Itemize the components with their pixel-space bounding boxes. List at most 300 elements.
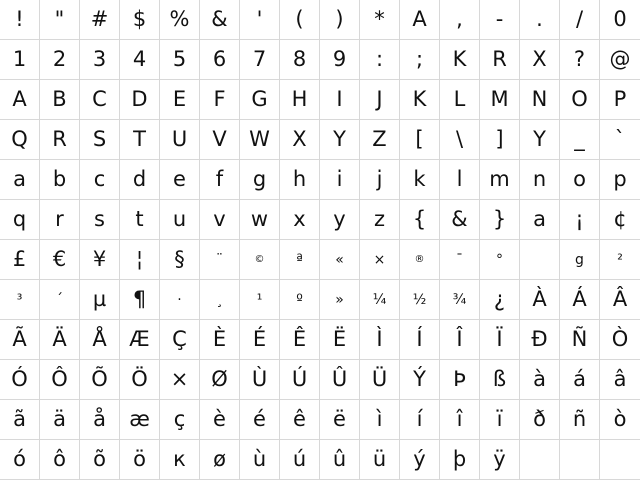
glyph-character: Å (92, 327, 107, 351)
glyph-cell[interactable] (400, 0, 440, 40)
glyph-cell[interactable] (400, 440, 440, 480)
glyph-cell[interactable] (520, 360, 560, 400)
glyph-cell[interactable] (40, 240, 80, 280)
glyph-character: A (412, 7, 427, 31)
glyph-character: û (332, 447, 347, 471)
glyph-character: ë (333, 407, 346, 431)
glyph-cell[interactable] (200, 160, 240, 200)
glyph-cell[interactable] (160, 0, 200, 40)
glyph-cell[interactable] (560, 440, 600, 480)
glyph-cell[interactable] (240, 200, 280, 240)
glyph-cell[interactable] (440, 280, 480, 320)
glyph-cell[interactable] (560, 40, 600, 80)
glyph-character: à (533, 367, 546, 391)
glyph-cell[interactable] (600, 400, 640, 440)
glyph-cell[interactable] (160, 200, 200, 240)
glyph-cell[interactable] (40, 400, 80, 440)
glyph-cell[interactable] (80, 400, 120, 440)
glyph-cell[interactable] (280, 400, 320, 440)
glyph-cell[interactable] (40, 200, 80, 240)
glyph-cell[interactable] (320, 440, 360, 480)
glyph-character: ð (533, 407, 546, 431)
glyph-character: º (296, 291, 303, 308)
glyph-cell[interactable] (280, 280, 320, 320)
glyph-cell[interactable] (280, 40, 320, 80)
glyph-cell[interactable] (400, 320, 440, 360)
glyph-cell[interactable] (120, 200, 160, 240)
glyph-cell[interactable] (120, 240, 160, 280)
glyph-cell[interactable] (600, 440, 640, 480)
glyph-cell[interactable] (320, 280, 360, 320)
glyph-cell[interactable] (0, 200, 40, 240)
glyph-cell[interactable] (280, 360, 320, 400)
glyph-cell[interactable] (480, 440, 520, 480)
glyph-character: ÿ (493, 447, 506, 471)
glyph-cell[interactable] (240, 0, 280, 40)
glyph-cell[interactable] (320, 40, 360, 80)
glyph-cell[interactable] (240, 360, 280, 400)
glyph-cell[interactable] (520, 120, 560, 160)
glyph-cell[interactable] (400, 80, 440, 120)
glyph-character: ì (376, 407, 383, 431)
glyph-cell[interactable] (360, 40, 400, 80)
glyph-cell[interactable] (200, 120, 240, 160)
glyph-cell[interactable] (440, 320, 480, 360)
glyph-cell[interactable] (360, 440, 400, 480)
glyph-character: Ì (376, 327, 383, 351)
glyph-character: ª (296, 251, 303, 268)
glyph-cell[interactable] (0, 320, 40, 360)
glyph-character: & (211, 7, 228, 31)
glyph-character: T (133, 127, 146, 151)
glyph-character: £ (12, 247, 27, 271)
glyph-cell[interactable] (0, 280, 40, 320)
glyph-cell[interactable] (360, 240, 400, 280)
glyph-character: 6 (212, 47, 227, 71)
glyph-character: ` (614, 127, 626, 151)
glyph-cell[interactable] (440, 120, 480, 160)
glyph-cell[interactable] (160, 320, 200, 360)
glyph-character: O (571, 87, 588, 111)
glyph-cell[interactable] (160, 360, 200, 400)
glyph-character: ¯ (456, 251, 463, 268)
glyph-character: Ú (291, 367, 308, 391)
glyph-character: » (335, 291, 344, 308)
glyph-character: U (171, 127, 188, 151)
glyph-character: [ (415, 127, 424, 151)
glyph-character: Ô (51, 367, 68, 391)
glyph-cell[interactable] (440, 200, 480, 240)
glyph-cell[interactable] (120, 40, 160, 80)
glyph-cell[interactable] (400, 120, 440, 160)
glyph-cell[interactable] (400, 240, 440, 280)
glyph-character: ® (414, 253, 425, 265)
glyph-character: ¶ (132, 287, 147, 311)
glyph-cell[interactable] (320, 360, 360, 400)
glyph-cell[interactable] (200, 80, 240, 120)
glyph-character: & (451, 207, 468, 231)
glyph-character: × (373, 251, 386, 268)
glyph-cell[interactable] (360, 200, 400, 240)
glyph-cell[interactable] (600, 40, 640, 80)
glyph-character: ø (213, 447, 226, 471)
glyph-character: Ñ (571, 327, 588, 351)
glyph-character: a (533, 207, 546, 231)
glyph-character: K (412, 87, 427, 111)
glyph-character: R (492, 47, 507, 71)
glyph-cell[interactable] (80, 120, 120, 160)
glyph-cell[interactable] (400, 360, 440, 400)
glyph-cell[interactable] (40, 280, 80, 320)
glyph-character: ½ (412, 291, 427, 308)
glyph-character: § (174, 247, 185, 271)
glyph-character: ¼ (372, 291, 387, 308)
glyph-cell[interactable] (360, 0, 400, 40)
glyph-cell[interactable] (200, 280, 240, 320)
glyph-cell[interactable] (480, 360, 520, 400)
glyph-character: é (253, 407, 266, 431)
glyph-cell[interactable] (160, 400, 200, 440)
glyph-cell[interactable] (320, 0, 360, 40)
glyph-cell[interactable] (480, 280, 520, 320)
glyph-cell[interactable] (120, 160, 160, 200)
glyph-cell[interactable] (280, 160, 320, 200)
glyph-cell[interactable] (0, 440, 40, 480)
glyph-character: á (573, 367, 586, 391)
glyph-cell[interactable] (240, 80, 280, 120)
glyph-cell[interactable] (560, 400, 600, 440)
glyph-character: R (52, 127, 67, 151)
glyph-cell[interactable] (320, 120, 360, 160)
glyph-cell[interactable] (440, 360, 480, 400)
glyph-cell[interactable] (400, 40, 440, 80)
glyph-cell[interactable] (360, 160, 400, 200)
glyph-cell[interactable] (480, 200, 520, 240)
glyph-cell[interactable] (200, 400, 240, 440)
glyph-cell[interactable] (360, 360, 400, 400)
glyph-cell[interactable] (200, 0, 240, 40)
glyph-character: B (52, 87, 67, 111)
glyph-cell[interactable] (520, 40, 560, 80)
glyph-character: ö (133, 447, 146, 471)
glyph-character: ¦ (135, 247, 144, 271)
glyph-character: © (254, 253, 265, 265)
glyph-cell[interactable] (560, 360, 600, 400)
glyph-character: g (252, 167, 267, 191)
glyph-cell[interactable] (520, 200, 560, 240)
glyph-cell[interactable] (600, 240, 640, 280)
glyph-cell[interactable] (520, 280, 560, 320)
glyph-cell[interactable] (120, 360, 160, 400)
glyph-character: C (92, 87, 107, 111)
glyph-character: É (252, 327, 267, 351)
glyph-cell[interactable] (280, 80, 320, 120)
glyph-character: V (212, 127, 227, 151)
glyph-cell[interactable] (40, 440, 80, 480)
glyph-cell[interactable] (440, 0, 480, 40)
glyph-character: L (453, 87, 466, 111)
glyph-cell[interactable] (80, 360, 120, 400)
glyph-cell[interactable] (120, 400, 160, 440)
glyph-cell[interactable] (600, 200, 640, 240)
glyph-character: Õ (91, 367, 108, 391)
glyph-character: Ä (52, 327, 67, 351)
glyph-character: x (293, 207, 306, 231)
glyph-cell[interactable] (40, 320, 80, 360)
glyph-cell[interactable] (120, 80, 160, 120)
glyph-cell[interactable] (80, 240, 120, 280)
glyph-cell[interactable] (600, 320, 640, 360)
glyph-cell[interactable] (520, 320, 560, 360)
glyph-cell[interactable] (480, 80, 520, 120)
glyph-cell[interactable] (240, 240, 280, 280)
glyph-character: å (93, 407, 106, 431)
glyph-cell[interactable] (0, 360, 40, 400)
glyph-cell[interactable] (240, 120, 280, 160)
glyph-character: b (52, 167, 67, 191)
glyph-cell[interactable] (600, 0, 640, 40)
glyph-character: w (250, 207, 269, 231)
glyph-cell[interactable] (120, 120, 160, 160)
glyph-character: ß (492, 367, 507, 391)
glyph-cell[interactable] (600, 360, 640, 400)
glyph-character: õ (93, 447, 106, 471)
glyph-cell[interactable] (120, 280, 160, 320)
glyph-cell[interactable] (600, 120, 640, 160)
glyph-cell[interactable] (0, 120, 40, 160)
glyph-character: X (532, 47, 547, 71)
glyph-cell[interactable] (200, 240, 240, 280)
glyph-character: A (12, 87, 27, 111)
glyph-cell[interactable] (80, 0, 120, 40)
glyph-cell[interactable] (280, 200, 320, 240)
glyph-cell[interactable] (560, 280, 600, 320)
glyph-cell[interactable] (240, 40, 280, 80)
glyph-character: J (376, 87, 383, 111)
glyph-cell[interactable] (520, 440, 560, 480)
glyph-cell[interactable] (560, 80, 600, 120)
glyph-cell[interactable] (440, 400, 480, 440)
glyph-cell[interactable] (480, 160, 520, 200)
glyph-cell[interactable] (480, 0, 520, 40)
glyph-character: ¢ (613, 207, 627, 231)
glyph-character: } (492, 207, 507, 231)
glyph-character: ¸ (216, 291, 223, 308)
glyph-cell[interactable] (160, 120, 200, 160)
glyph-cell[interactable] (480, 240, 520, 280)
glyph-cell[interactable] (600, 80, 640, 120)
glyph-cell[interactable] (120, 440, 160, 480)
glyph-cell[interactable] (600, 280, 640, 320)
glyph-cell[interactable] (240, 440, 280, 480)
glyph-character: Â (612, 287, 628, 311)
glyph-character: þ (452, 447, 467, 471)
glyph-cell[interactable] (360, 120, 400, 160)
glyph-cell[interactable] (480, 400, 520, 440)
glyph-cell[interactable] (560, 160, 600, 200)
glyph-cell[interactable] (200, 40, 240, 80)
glyph-character: ý (413, 447, 426, 471)
glyph-cell[interactable] (520, 400, 560, 440)
glyph-cell[interactable] (40, 0, 80, 40)
glyph-character: ° (496, 251, 503, 268)
glyph-character: j (376, 167, 383, 191)
glyph-character: D (131, 87, 148, 111)
glyph-cell[interactable] (160, 80, 200, 120)
glyph-character: î (456, 407, 463, 431)
glyph-cell[interactable] (120, 320, 160, 360)
glyph-cell[interactable] (440, 160, 480, 200)
glyph-character: Î (456, 327, 463, 351)
glyph-cell[interactable] (440, 240, 480, 280)
glyph-cell[interactable] (280, 120, 320, 160)
glyph-cell[interactable] (560, 240, 600, 280)
glyph-cell[interactable] (280, 240, 320, 280)
glyph-cell[interactable] (280, 320, 320, 360)
glyph-cell[interactable] (200, 440, 240, 480)
glyph-cell[interactable] (0, 80, 40, 120)
glyph-cell[interactable] (0, 240, 40, 280)
glyph-cell[interactable] (520, 160, 560, 200)
glyph-cell[interactable] (400, 200, 440, 240)
glyph-cell[interactable] (0, 0, 40, 40)
glyph-character: K (452, 47, 467, 71)
glyph-cell[interactable] (80, 40, 120, 80)
glyph-character: / (575, 7, 584, 31)
glyph-character: ¾ (452, 291, 467, 308)
glyph-cell[interactable] (360, 320, 400, 360)
glyph-cell[interactable] (80, 440, 120, 480)
glyph-character: 1 (12, 47, 27, 71)
glyph-character: Z (372, 127, 387, 151)
glyph-cell[interactable] (240, 400, 280, 440)
glyph-cell[interactable] (560, 320, 600, 360)
glyph-cell[interactable] (160, 40, 200, 80)
glyph-cell[interactable] (80, 200, 120, 240)
glyph-character: i (336, 167, 343, 191)
glyph-cell[interactable] (440, 80, 480, 120)
glyph-cell[interactable] (160, 280, 200, 320)
glyph-cell[interactable] (160, 160, 200, 200)
glyph-cell[interactable] (0, 160, 40, 200)
glyph-character: Í (416, 327, 423, 351)
glyph-cell[interactable] (40, 160, 80, 200)
glyph-cell[interactable] (520, 0, 560, 40)
glyph-cell[interactable] (320, 320, 360, 360)
glyph-character: P (613, 87, 627, 111)
glyph-character: к (173, 447, 186, 471)
glyph-cell[interactable] (400, 280, 440, 320)
glyph-character: è (213, 407, 226, 431)
glyph-cell[interactable] (80, 160, 120, 200)
glyph-cell[interactable] (360, 80, 400, 120)
glyph-cell[interactable] (40, 360, 80, 400)
glyph-cell[interactable] (520, 80, 560, 120)
glyph-cell[interactable] (480, 320, 520, 360)
glyph-character: # (90, 7, 109, 31)
glyph-character: Ç (172, 327, 187, 351)
glyph-character: ¹ (256, 291, 263, 308)
glyph-cell[interactable] (200, 320, 240, 360)
glyph-character: 7 (252, 47, 267, 71)
glyph-character: v (213, 207, 226, 231)
glyph-cell[interactable] (320, 240, 360, 280)
glyph-character: , (456, 7, 463, 31)
glyph-character: f (215, 167, 224, 191)
glyph-cell[interactable] (560, 0, 600, 40)
glyph-cell[interactable] (200, 200, 240, 240)
glyph-cell[interactable] (160, 440, 200, 480)
glyph-cell[interactable] (480, 40, 520, 80)
glyph-cell[interactable] (240, 280, 280, 320)
glyph-cell[interactable] (320, 200, 360, 240)
glyph-character: µ (92, 287, 107, 311)
glyph-cell[interactable] (360, 280, 400, 320)
glyph-cell[interactable] (240, 320, 280, 360)
glyph-character: h (292, 167, 307, 191)
glyph-character: Ö (131, 367, 148, 391)
glyph-cell[interactable] (40, 40, 80, 80)
glyph-character: % (169, 7, 190, 31)
glyph-character: m (489, 167, 510, 191)
glyph-cell[interactable] (320, 160, 360, 200)
glyph-cell[interactable] (120, 0, 160, 40)
glyph-cell[interactable] (560, 120, 600, 160)
glyph-character: N (531, 87, 548, 111)
glyph-cell[interactable] (280, 440, 320, 480)
glyph-character: Ü (371, 367, 388, 391)
glyph-cell[interactable] (80, 280, 120, 320)
glyph-cell[interactable] (80, 80, 120, 120)
glyph-character: Ë (332, 327, 347, 351)
glyph-cell[interactable] (320, 400, 360, 440)
glyph-character: a (13, 167, 26, 191)
glyph-cell[interactable] (200, 360, 240, 400)
glyph-character: ´ (56, 291, 63, 308)
glyph-character: ò (613, 407, 627, 431)
glyph-cell[interactable] (0, 400, 40, 440)
glyph-character: q (12, 207, 27, 231)
glyph-cell[interactable] (440, 440, 480, 480)
glyph-character: Y (533, 127, 546, 151)
glyph-character: Û (331, 367, 348, 391)
glyph-cell[interactable] (80, 320, 120, 360)
glyph-character: í (416, 407, 423, 431)
glyph-character: _ (574, 127, 585, 151)
glyph-cell[interactable] (560, 200, 600, 240)
glyph-cell[interactable] (400, 160, 440, 200)
glyph-cell[interactable] (160, 240, 200, 280)
glyph-cell[interactable] (520, 240, 560, 280)
glyph-cell[interactable] (360, 400, 400, 440)
glyph-character: Á (572, 287, 587, 311)
glyph-cell[interactable] (320, 80, 360, 120)
glyph-cell[interactable] (240, 160, 280, 200)
glyph-cell[interactable] (280, 0, 320, 40)
glyph-cell[interactable] (40, 120, 80, 160)
glyph-cell[interactable] (480, 120, 520, 160)
glyph-cell[interactable] (600, 160, 640, 200)
glyph-character: 2 (52, 47, 67, 71)
glyph-character: G (251, 87, 268, 111)
glyph-cell[interactable] (0, 40, 40, 80)
glyph-cell[interactable] (440, 40, 480, 80)
glyph-cell[interactable] (40, 80, 80, 120)
glyph-character: W (249, 127, 270, 151)
glyph-cell[interactable] (400, 400, 440, 440)
glyph-character: l (456, 167, 463, 191)
glyph-character: c (93, 167, 106, 191)
